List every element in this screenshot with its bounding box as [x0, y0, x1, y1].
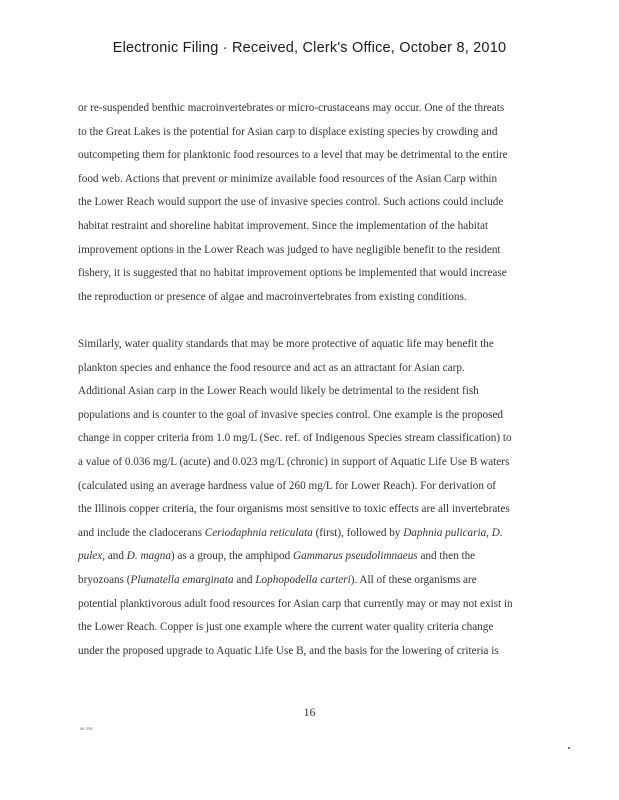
text-line: Similarly, water quality standards that may be more protective of aquatic life may benefit the: [78, 338, 494, 350]
text-line: [78, 522, 518, 546]
species-name: Lophopodella carteri: [255, 573, 351, 586]
text-line: under the proposed upgrade to Aquatic Life Use B, and the basis for the lowering of criteria is: [78, 644, 499, 657]
text-line: a value of 0.036 mg/L (acute) and 0.023 mg/L (chronic) in support of Aquatic Life Use B waters: [78, 455, 510, 468]
text-line: improvement options in the Lower Reach was judged to have negligible benefit to the resident: [78, 243, 501, 256]
paragraph-1: [78, 97, 518, 309]
text-line: [78, 569, 518, 593]
filing-header: Electronic Filing · Received, Clerk's Office, October 8, 2010: [112, 40, 507, 56]
species-name: Ceriodaphnia reticulata: [204, 526, 313, 539]
text-line: [78, 545, 518, 569]
text-line: or re-suspended benthic macroinvertebrates or micro-crustaceans may occur. One of the threats: [78, 102, 505, 114]
text-line: fishery, it is suggested that no habitat improvement options be implemented that would increase: [78, 267, 507, 280]
species-name: Daphnia pulicaria, D.: [403, 526, 503, 539]
scan-dot: [568, 747, 570, 749]
species-name: pulex: [78, 550, 103, 563]
species-name: Plumatella emarginata: [130, 573, 234, 586]
text-segment: (first), followed by: [312, 526, 404, 539]
text-segment: , and: [102, 550, 127, 563]
text-line: change in copper criteria from 1.0 mg/L (Sec. ref. of Indigenous Species stream classification) to: [78, 432, 512, 445]
text-line: the Lower Reach. Copper is just one example where the current water quality criteria change: [78, 621, 494, 634]
text-line: to the Great Lakes is the potential for Asian carp to displace existing species by crowding and: [78, 125, 498, 138]
text-line: (calculated using an average hardness value of 260 mg/L for Lower Reach). For derivation of: [78, 479, 497, 492]
text-line: populations and is counter to the goal of invasive species control. One example is the proposed: [78, 408, 504, 421]
paragraph-2: [78, 333, 518, 663]
text-segment: and: [233, 573, 256, 586]
text-line: outcompeting them for planktonic food resources to a level that may be detrimental to the entire: [78, 149, 508, 162]
text-segment: ) as a group, the amphipod: [170, 550, 294, 563]
text-line: habitat restraint and shoreline habitat improvement. Since the implementation of the habitat: [78, 219, 489, 232]
text-segment: and then the: [417, 550, 476, 563]
species-name: Gammarus pseudolimnaeus: [293, 550, 418, 563]
footer-mark: ML-RR: [80, 726, 93, 731]
text-line: the Lower Reach would support the use of invasive species control. Such actions could include: [78, 196, 504, 209]
page-number: 16: [303, 705, 316, 719]
text-line: potential planktivorous adult food resources for Asian carp that currently may or may not exist in: [78, 597, 513, 610]
text-line: plankton species and enhance the food resource and act as an attractant for Asian carp.: [78, 361, 465, 374]
text-segment: ). All of these organisms are: [350, 573, 477, 586]
text-segment: and include the cladocerans: [78, 526, 205, 539]
text-line: the Illinois copper criteria, the four organisms most sensitive to toxic effects are all invertebrates: [78, 503, 510, 516]
text-line: food web. Actions that prevent or minimize available food resources of the Asian Carp within: [78, 172, 498, 185]
species-name: D. magna: [126, 550, 171, 563]
text-segment: bryozoans (: [78, 573, 131, 586]
text-line: the reproduction or presence of algae and macroinvertebrates from existing conditions.: [78, 290, 467, 303]
text-line: Additional Asian carp in the Lower Reach would likely be detrimental to the resident fish: [78, 385, 479, 398]
